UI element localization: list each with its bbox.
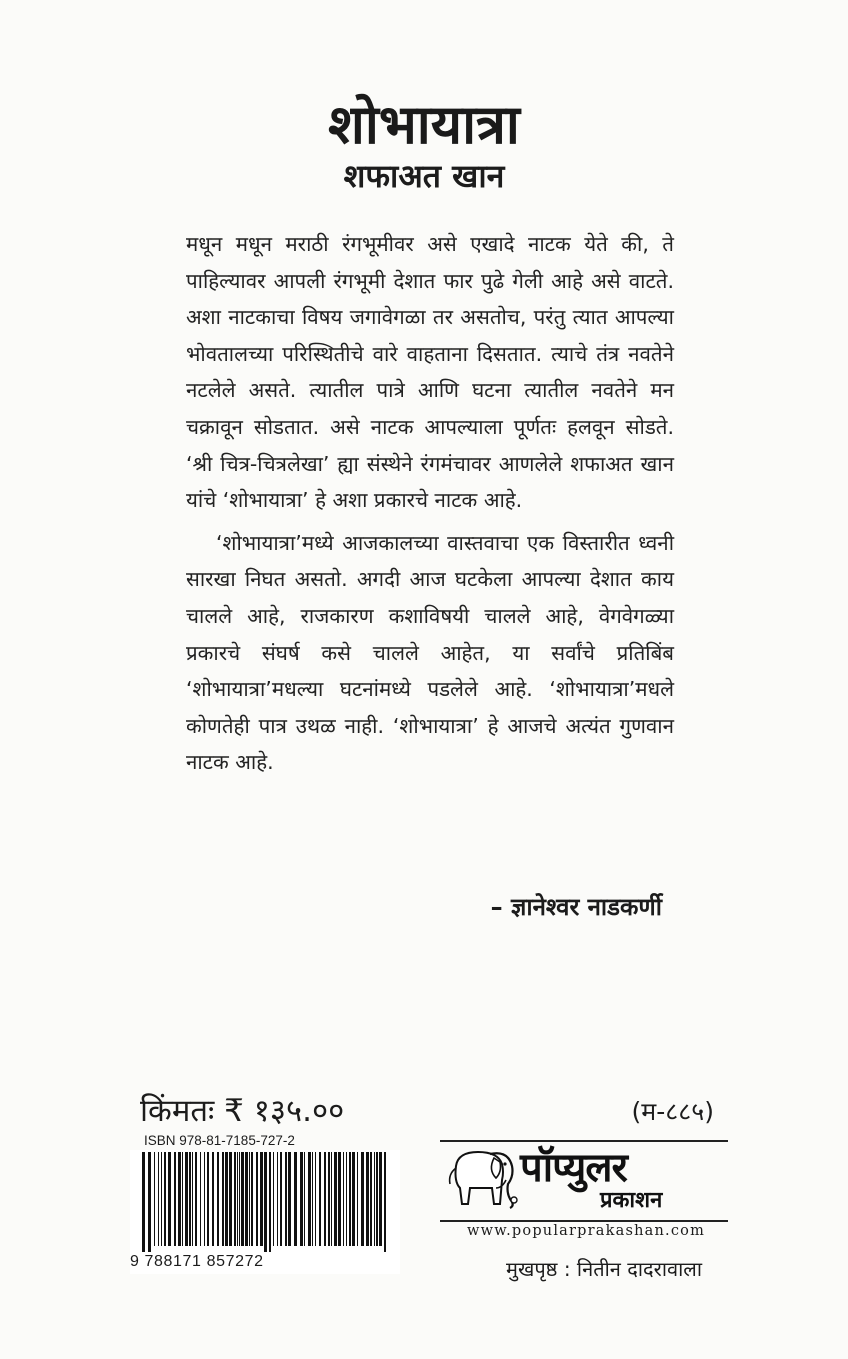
blurb-paragraph-1: मधून मधून मराठी रंगभूमीवर असे एखादे नाटक येते की, ते पाहिल्यावर आपली रंगभूमी देशात फार पुढे गेली आहे असे वाटते. अशा नाटकाचा विषय जगावेगळा तर असतोच, परंतु त्यात आपल्या भोवतालच्या परिस्थितीचे वारे वाहताना दिसतात. त्याचे तंत्र नवतेने नटलेले असते. त्यातील पात्रे आणि घटना त्यातील नवतेने मन चक्रावून सोडतात. असे नाटक आपल्याला पूर्णतः हलवून सोडते. ‘श्री चित्र-चित्रलेखा’ ह्या संस्थेने रंगमंचावर आणलेले शफाअत खान यांचे ‘शोभायात्रा’ हे अशा प्रकारचे नाटक आहे. bbox=[186, 232, 674, 513]
barcode-bar bbox=[361, 1152, 364, 1246]
barcode-bar bbox=[225, 1152, 228, 1246]
publisher-logo bbox=[440, 1140, 728, 1222]
barcode-bar bbox=[142, 1152, 145, 1252]
barcode-bar bbox=[158, 1152, 159, 1246]
barcode-bar bbox=[379, 1152, 382, 1246]
barcode-bar bbox=[195, 1152, 197, 1246]
barcode-bar bbox=[338, 1152, 341, 1246]
book-title: शोभायात्रा bbox=[328, 93, 520, 156]
barcode-bar bbox=[174, 1152, 176, 1246]
barcode-bar bbox=[343, 1152, 344, 1246]
barcode-bar bbox=[370, 1152, 372, 1246]
series-code: (म-८८५) bbox=[631, 1097, 714, 1126]
barcode-bars bbox=[130, 1150, 400, 1254]
barcode-bar bbox=[304, 1152, 305, 1246]
barcode-bar bbox=[189, 1152, 191, 1246]
barcode-bar bbox=[154, 1152, 155, 1246]
barcode-bar bbox=[182, 1152, 183, 1246]
book-author: शफाअत खान bbox=[343, 157, 505, 195]
blurb-paragraph-2: ‘शोभायात्रा’मध्ये आजकालच्या वास्तवाचा एक विस्तारीत ध्वनी सारखा निघत असतो. अगदी आज घटकेला आपल्या देशात काय चालले आहे, राजकारण कशाविषयी चालले आहे, वेगवेगळ्या प्रकारचे संघर्ष कसे चालले आहेत, या सर्वांचे प्रतिबिंब ‘शोभायात्रा’मधल्या घटनांमध्ये पडलेले आहे. ‘शोभायात्रा’मधले कोणतेही पात्र उथळ नाही. ‘शोभायात्रा’ हे आजचे अत्यंत गुणवान नाटक आहे. bbox=[186, 530, 674, 775]
barcode-bar bbox=[384, 1152, 386, 1252]
barcode-bar bbox=[200, 1152, 201, 1246]
blurb bbox=[186, 226, 674, 781]
barcode-bar bbox=[374, 1152, 375, 1246]
barcode-bar bbox=[300, 1152, 303, 1246]
barcode-bar bbox=[324, 1152, 326, 1246]
barcode-bar bbox=[204, 1152, 205, 1246]
barcode-bar bbox=[192, 1152, 193, 1246]
barcode-bar bbox=[280, 1152, 282, 1246]
barcode-bar bbox=[249, 1152, 250, 1246]
barcode-bar bbox=[269, 1152, 271, 1252]
publisher-website: www.popularprakashan.com bbox=[466, 1223, 706, 1239]
barcode-bar bbox=[164, 1152, 166, 1246]
barcode-bar bbox=[352, 1152, 355, 1246]
barcode-bar bbox=[260, 1152, 263, 1246]
barcode-bar bbox=[178, 1152, 181, 1246]
barcode-bar bbox=[185, 1152, 188, 1246]
barcode-bar bbox=[212, 1152, 214, 1246]
barcode-bar bbox=[285, 1152, 287, 1246]
barcode-bar bbox=[328, 1152, 330, 1246]
barcode-bar bbox=[256, 1152, 258, 1246]
barcode-bar bbox=[237, 1152, 238, 1246]
barcode-bar bbox=[168, 1152, 171, 1246]
cover-credit: मुखपृष्ठ : नितीन दादरावाला bbox=[506, 1257, 703, 1281]
barcode-bar bbox=[207, 1152, 209, 1246]
isbn-text: ISBN 978-81-7185-727-2 bbox=[144, 1133, 295, 1148]
barcode-bar bbox=[376, 1152, 378, 1246]
publisher-subtitle: प्रकाशन bbox=[600, 1188, 663, 1213]
barcode-bar bbox=[319, 1152, 321, 1246]
barcode-bar bbox=[273, 1152, 274, 1246]
elephant-logo-icon bbox=[442, 1144, 520, 1216]
barcode-bar bbox=[346, 1152, 347, 1246]
barcode-bar bbox=[294, 1152, 297, 1246]
barcode-bar bbox=[251, 1152, 253, 1246]
barcode-bar bbox=[161, 1152, 162, 1246]
barcode-bar bbox=[308, 1152, 311, 1246]
publisher-name: पॉप्युलर bbox=[520, 1145, 627, 1191]
barcode-bar bbox=[315, 1152, 316, 1246]
barcode-bar bbox=[366, 1152, 369, 1246]
review-signature: – ज्ञानेश्वर नाडकर्णी bbox=[490, 893, 662, 921]
barcode-bar bbox=[148, 1152, 151, 1252]
price-label: किंमतः ₹ १३५.०० bbox=[140, 1093, 345, 1129]
barcode-bar bbox=[217, 1152, 219, 1246]
barcode-bar bbox=[264, 1152, 267, 1252]
barcode-bar bbox=[312, 1152, 313, 1246]
barcode-bar bbox=[331, 1152, 332, 1246]
barcode-digits: 9 788171 857272 bbox=[130, 1253, 264, 1270]
barcode-bar bbox=[241, 1152, 244, 1246]
barcode-bar bbox=[357, 1152, 358, 1246]
barcode-bar bbox=[334, 1152, 337, 1246]
barcode-bar bbox=[229, 1152, 232, 1246]
barcode-bar bbox=[277, 1152, 278, 1246]
barcode-bar bbox=[234, 1152, 236, 1246]
barcode-bar bbox=[245, 1152, 248, 1246]
barcode bbox=[130, 1150, 400, 1274]
barcode-bar bbox=[222, 1152, 224, 1246]
barcode-bar bbox=[288, 1152, 291, 1246]
barcode-bar bbox=[239, 1152, 240, 1246]
barcode-bar bbox=[349, 1152, 351, 1246]
